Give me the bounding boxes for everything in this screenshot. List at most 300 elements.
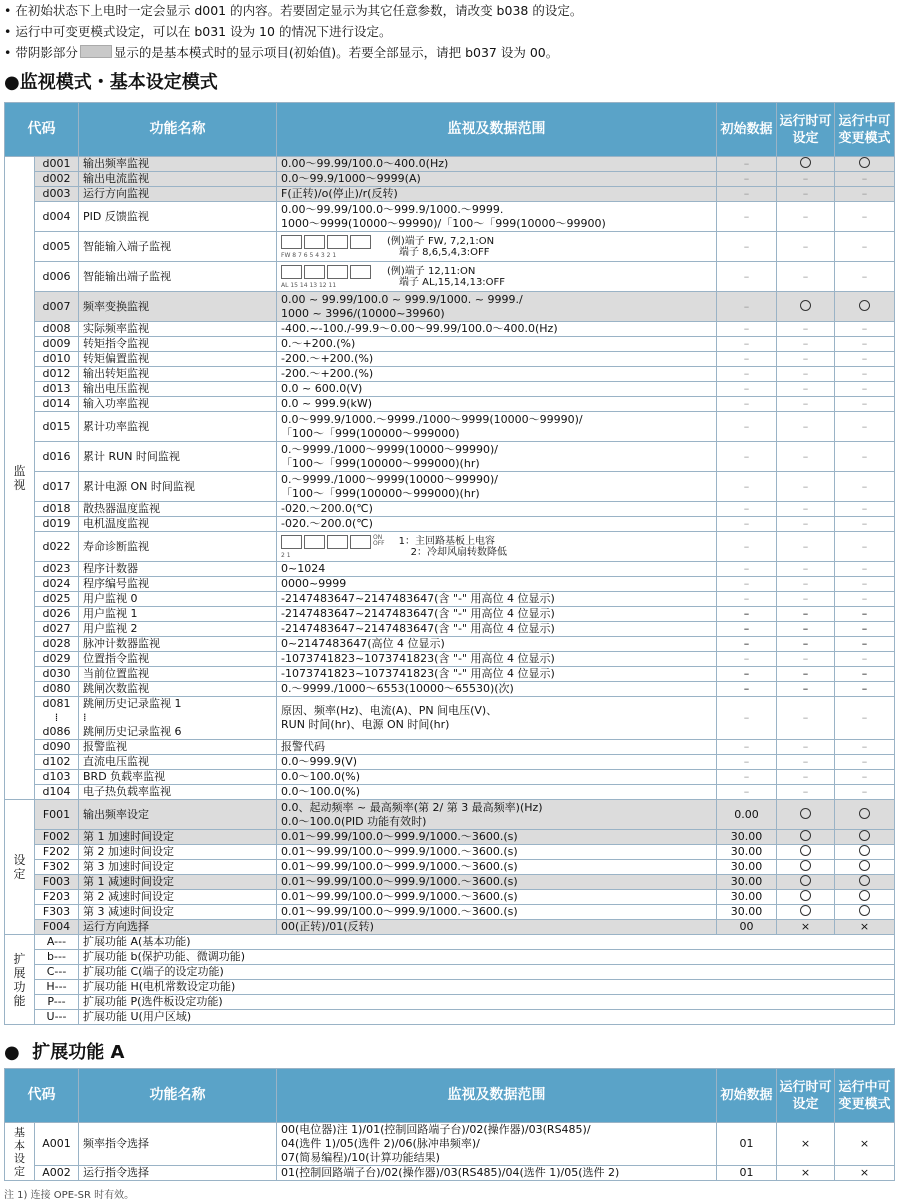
note-2: • 运行中可变更模式设定，可以在 b031 设为 10 的情况下进行设定。 [4, 24, 392, 39]
name-cell [79, 397, 277, 412]
range-line-1: 0.00 ~ 99.99/100.0 ~ 999.9/1000. ~ 9999./ [281, 292, 523, 306]
run-change-cross-mark: × [859, 1166, 870, 1179]
name-cell: 第 1 加速时间设定 [79, 830, 277, 845]
run-change-cell [835, 322, 895, 337]
name-line-1: 用户监视 1 [83, 607, 138, 620]
table-row [5, 950, 895, 965]
range-cell [277, 232, 717, 262]
name-cell: 第 2 减速时间设定 [79, 890, 277, 905]
run-change-cell [835, 785, 895, 800]
range-line-2: RUN 时间(hr)、电源 ON 时间(hr) [281, 718, 450, 731]
name-cell: 第 3 加速时间设定 [79, 860, 277, 875]
code-line-1: d016 [42, 449, 71, 463]
run-change-dash: – [861, 367, 868, 380]
init-dash: – [743, 449, 750, 463]
run-set-circle-icon [800, 808, 811, 819]
name-line-1: 频率变换监视 [83, 299, 149, 313]
range-line-1: 0~1024 [281, 562, 326, 575]
init-dash: – [743, 397, 750, 410]
range-led-digits [281, 235, 373, 259]
section-title-monitor: ●监视模式・基本设定模式 [4, 72, 218, 93]
header-run-set-a: 运行时可设定 [777, 1069, 835, 1123]
name-cell [79, 382, 277, 397]
init-cell [717, 232, 777, 262]
name-line-1: 跳闸次数监视 [83, 682, 149, 695]
run-set-circle-icon [800, 875, 811, 886]
range-line-1: -020.～200.0(℃) [281, 502, 373, 515]
init-cell: 30.00 [717, 830, 777, 845]
run-change-cell [835, 607, 895, 622]
range-cell [277, 1166, 717, 1181]
range-line-1: -1073741823~1073741823(含 "-" 用高位 4 位显示) [281, 667, 555, 680]
run-change-dash: – [861, 667, 868, 680]
range-example [399, 536, 507, 558]
range-line-1: 00(正转)/01(反转) [281, 920, 374, 933]
run-change-cell [835, 592, 895, 607]
name-cell: 频率指令选择 [79, 1123, 277, 1166]
code-line-1: d009 [42, 337, 71, 350]
run-set-cell [777, 622, 835, 637]
code-cell [35, 442, 79, 472]
example-line-2: 2：冷却风扇转数降低 [410, 546, 507, 558]
run-set-dash: – [802, 652, 809, 665]
range-cell [277, 337, 717, 352]
run-set-dash: – [802, 239, 809, 253]
code-cell: A001 [35, 1123, 79, 1166]
init-cell: 30.00 [717, 845, 777, 860]
range-cell [277, 607, 717, 622]
ext-a-body [5, 1123, 895, 1181]
code-cell: F203 [35, 890, 79, 905]
name-cell: 运行指令选择 [79, 1166, 277, 1181]
run-change-dash: – [861, 449, 868, 463]
range-line-1: 01(控制回路端子台)/02(操作器)/03(RS485)/04(选件 1)/05(选件 2) [281, 1166, 620, 1179]
init-cell [717, 652, 777, 667]
run-change-dash: – [861, 337, 868, 350]
run-set-cell [777, 352, 835, 367]
table-row [5, 965, 895, 980]
range-line-1: 0.～+200.(%) [281, 337, 356, 350]
run-change-cell [835, 157, 895, 172]
run-set-cross-mark: × [800, 920, 811, 933]
run-change-cell [835, 187, 895, 202]
run-set-cell [777, 652, 835, 667]
run-set-dash: – [802, 419, 809, 433]
code-line-1: d024 [42, 577, 71, 590]
code-cell [35, 397, 79, 412]
init-cell [717, 262, 777, 292]
run-change-dash: – [861, 479, 868, 493]
name-cell [79, 292, 277, 322]
range-cell [277, 920, 717, 935]
run-change-cell [835, 845, 895, 860]
run-change-dash: – [861, 622, 868, 635]
run-change-cross-mark: × [859, 920, 870, 933]
run-change-cell [835, 562, 895, 577]
name-cell: 扩展功能 A(基本功能) [79, 935, 895, 950]
range-line-2: 「100～「999(100000～999000) [281, 426, 460, 440]
run-change-dash: – [861, 562, 868, 575]
name-cell [79, 367, 277, 382]
code-cell: A--- [35, 935, 79, 950]
init-dash: – [743, 187, 750, 200]
code-cell: U--- [35, 1010, 79, 1025]
range-line-1: 0.0～999.9(V) [281, 755, 358, 768]
table-row [5, 980, 895, 995]
run-change-dash: – [861, 397, 868, 410]
run-change-cell [835, 502, 895, 517]
range-line-1: 0.01～99.99/100.0～999.9/1000.～3600.(s) [281, 860, 518, 873]
category-char: 监 [13, 464, 26, 478]
category-char: 本 [14, 1138, 25, 1152]
category-setting [5, 800, 35, 935]
run-change-dash: – [861, 502, 868, 515]
init-cell [717, 532, 777, 562]
range-cell [277, 592, 717, 607]
run-change-dash: – [861, 740, 868, 753]
range-line-1: 报警代码 [281, 740, 325, 753]
range-line-1: 0.～9999./1000～9999(10000～99990)/ [281, 472, 498, 486]
run-set-cell [777, 1166, 835, 1181]
run-set-cell [777, 262, 835, 292]
table-row [5, 157, 895, 172]
range-cell [277, 845, 717, 860]
run-set-dash: – [802, 755, 809, 768]
led-digit-icon [304, 235, 325, 249]
range-line-1: 0.01～99.99/100.0～999.9/1000.～3600.(s) [281, 845, 518, 858]
code-line-1: d026 [42, 607, 71, 620]
range-line-1: 0.01～99.99/100.0～999.9/1000.～3600.(s) [281, 890, 518, 903]
run-change-dash: – [861, 352, 868, 365]
code-line-1: d008 [42, 322, 71, 335]
run-set-cell [777, 187, 835, 202]
init-dash: – [743, 299, 750, 313]
name-cell [79, 592, 277, 607]
init-dash: – [743, 740, 750, 753]
init-cell [717, 322, 777, 337]
code-cell [35, 607, 79, 622]
range-line-1: 00(电位器)注 1)/01(控制回路端子台)/02(操作器)/03(RS485)/ [281, 1123, 591, 1136]
init-dash: – [743, 382, 750, 395]
run-change-dash: – [861, 755, 868, 768]
code-cell [35, 652, 79, 667]
run-change-dash: – [861, 382, 868, 395]
run-change-circle-icon [859, 875, 870, 886]
run-set-cell [777, 202, 835, 232]
code-cell: F001 [35, 800, 79, 830]
range-line-2: 0.0～100.0(PID 功能有效时) [281, 814, 427, 828]
range-line-1: 0.01～99.99/100.0～999.9/1000.～3600.(s) [281, 830, 518, 843]
range-cell [277, 667, 717, 682]
range-cell [277, 577, 717, 592]
run-change-cell [835, 472, 895, 502]
run-change-cell [835, 1166, 895, 1181]
init-dash: – [743, 682, 750, 695]
led-on-off [373, 535, 385, 547]
code-line-1: d022 [42, 539, 71, 553]
shading-swatch [80, 45, 112, 58]
init-dash: – [743, 652, 750, 665]
run-set-dash: – [802, 562, 809, 575]
run-set-cell [777, 845, 835, 860]
code-cell [35, 592, 79, 607]
range-cell [277, 697, 717, 740]
range-cell [277, 860, 717, 875]
table-row [5, 667, 895, 682]
table-row [5, 262, 895, 292]
range-line-1: 0.0、起动频率 ~ 最高频率(第 2/ 第 3 最高频率)(Hz) [281, 800, 543, 814]
name-cell: 扩展功能 H(电机常数设定功能) [79, 980, 895, 995]
name-cell [79, 577, 277, 592]
range-line-3: 07(简易编程)/10(计算功能结果) [281, 1151, 440, 1164]
run-change-circle-icon [859, 808, 870, 819]
header-run-change-a: 运行中可变更模式 [835, 1069, 895, 1123]
code-cell [35, 232, 79, 262]
run-change-cell [835, 890, 895, 905]
run-set-cell [777, 682, 835, 697]
range-cell [277, 517, 717, 532]
led-digit-icon [304, 535, 325, 549]
run-set-dash: – [802, 449, 809, 463]
init-cell [717, 755, 777, 770]
category-extended [5, 935, 35, 1025]
example-line-1: (例)端子 FW, 7,2,1:ON [387, 235, 495, 247]
category-char: 定 [14, 1164, 25, 1178]
code-line-1: d019 [42, 517, 71, 530]
range-line-2: 「100～「999(100000～999000)(hr) [281, 456, 480, 470]
run-set-circle-icon [800, 300, 811, 311]
range-cell [277, 682, 717, 697]
run-change-cell [835, 172, 895, 187]
code-cell [35, 337, 79, 352]
init-dash: – [743, 502, 750, 515]
init-cell [717, 740, 777, 755]
code-cell: F302 [35, 860, 79, 875]
init-dash: – [743, 755, 750, 768]
range-led-digits [281, 535, 385, 559]
code-line-1: d102 [42, 755, 71, 768]
range-led-display [281, 265, 505, 289]
run-set-cell [777, 397, 835, 412]
run-set-cell [777, 770, 835, 785]
code-line-1: d028 [42, 637, 71, 650]
code-cell: F004 [35, 920, 79, 935]
code-cell [35, 532, 79, 562]
name-line-1: 跳闸历史记录监视 1 [83, 697, 182, 710]
init-dash: – [743, 419, 750, 433]
range-line-2: 04(选件 1)/05(选件 2)/06(脉冲串频率)/ [281, 1137, 480, 1150]
range-cell [277, 367, 717, 382]
run-set-dash: – [802, 397, 809, 410]
code-cell [35, 292, 79, 322]
init-cell [717, 785, 777, 800]
code-cell [35, 755, 79, 770]
run-set-cell [777, 517, 835, 532]
code-line-2: ⁞ [54, 711, 59, 724]
code-cell [35, 740, 79, 755]
table-row [5, 382, 895, 397]
run-change-cell [835, 442, 895, 472]
init-cell: 30.00 [717, 890, 777, 905]
table-row [5, 755, 895, 770]
run-change-cell [835, 367, 895, 382]
code-cell: F303 [35, 905, 79, 920]
init-cell [717, 667, 777, 682]
range-line-1: -200.～+200.(%) [281, 352, 374, 365]
run-set-cell [777, 532, 835, 562]
led-digit-icon [281, 265, 302, 279]
code-cell: F202 [35, 845, 79, 860]
range-cell [277, 622, 717, 637]
init-dash: – [743, 592, 750, 605]
run-change-dash: – [861, 785, 868, 798]
run-set-dash: – [802, 539, 809, 553]
range-cell [277, 785, 717, 800]
range-line-1: 0000~9999 [281, 577, 347, 590]
code-cell [35, 785, 79, 800]
range-cell [277, 397, 717, 412]
range-line-1: 原因、频率(Hz)、电流(A)、PN 间电压(V)、 [281, 704, 498, 717]
run-change-cell [835, 622, 895, 637]
table-row [5, 562, 895, 577]
example-line-2: 端子 AL,15,14,13:OFF [399, 276, 506, 288]
run-set-dash: – [802, 322, 809, 335]
range-led-display [281, 235, 494, 259]
code-line-1: d015 [42, 419, 71, 433]
code-cell [35, 667, 79, 682]
run-set-dash: – [802, 682, 809, 695]
led-terminal-labels: FW 8 7 6 5 4 3 2 1 [281, 251, 337, 259]
range-cell [277, 830, 717, 845]
category-char: 能 [13, 993, 26, 1008]
run-change-cell [835, 697, 895, 740]
name-cell [79, 322, 277, 337]
led-digit-icon [327, 265, 348, 279]
notes [4, 0, 894, 63]
range-line-2: 「100～「999(100000～999000)(hr) [281, 486, 480, 500]
code-line-1: d003 [42, 187, 71, 200]
name-cell [79, 337, 277, 352]
range-led-boxes [281, 235, 373, 253]
code-cell [35, 502, 79, 517]
run-change-cell [835, 860, 895, 875]
code-cell [35, 352, 79, 367]
code-line-1: d080 [42, 682, 71, 695]
run-set-circle-icon [800, 860, 811, 871]
code-cell [35, 472, 79, 502]
code-line-1: d002 [42, 172, 71, 185]
table-row [5, 682, 895, 697]
monitor-basic-body [5, 157, 895, 1025]
header-range: 监视及数据范围 [277, 103, 717, 157]
code-line-1: d030 [42, 667, 71, 680]
run-change-cell [835, 262, 895, 292]
table-row [5, 875, 895, 890]
table-row [5, 232, 895, 262]
range-cell [277, 652, 717, 667]
section-title-ext-a [4, 1040, 124, 1066]
run-change-cell [835, 292, 895, 322]
code-line-1: d023 [42, 562, 71, 575]
init-cell [717, 442, 777, 472]
header-code: 代码 [5, 103, 79, 157]
run-change-cell [835, 532, 895, 562]
table-row [5, 352, 895, 367]
run-set-cell [777, 785, 835, 800]
range-cell [277, 562, 717, 577]
name-line-3: 跳闸历史记录监视 6 [83, 725, 182, 738]
run-set-cell [777, 800, 835, 830]
run-set-dash: – [802, 187, 809, 200]
category-char: 扩 [13, 951, 26, 966]
code-cell: C--- [35, 965, 79, 980]
table-row [5, 1166, 895, 1181]
run-change-cell [835, 517, 895, 532]
table-row [5, 577, 895, 592]
init-dash: – [743, 785, 750, 798]
name-cell: 扩展功能 U(用户区域) [79, 1010, 895, 1025]
init-dash: – [743, 479, 750, 493]
run-change-cell [835, 740, 895, 755]
run-change-dash: – [861, 592, 868, 605]
range-cell [277, 187, 717, 202]
name-line-1: 智能输出端子监视 [83, 269, 171, 283]
name-cell [79, 770, 277, 785]
run-change-dash: – [861, 652, 868, 665]
run-set-cell [777, 322, 835, 337]
run-change-dash: – [861, 322, 868, 335]
range-cell [277, 412, 717, 442]
header-code-a: 代码 [5, 1069, 79, 1123]
table-row [5, 172, 895, 187]
run-change-cell [835, 232, 895, 262]
range-line-1: 0.0 ~ 999.9(kW) [281, 397, 373, 410]
range-led-digits [281, 265, 373, 289]
header-name-a: 功能名称 [79, 1069, 277, 1123]
name-line-1: 寿命诊断监视 [83, 539, 149, 553]
name-cell: 第 1 减速时间设定 [79, 875, 277, 890]
init-cell [717, 157, 777, 172]
code-line-1: d001 [42, 157, 71, 170]
range-cell [277, 352, 717, 367]
run-set-circle-icon [800, 157, 811, 168]
code-line-1: d081 [42, 697, 71, 710]
run-set-cell [777, 920, 835, 935]
example-line-2: 端子 8,6,5,4,3:OFF [399, 246, 490, 258]
run-set-dash: – [802, 607, 809, 620]
table-row [5, 367, 895, 382]
run-change-cell [835, 397, 895, 412]
name-line-1: 运行方向监视 [83, 187, 149, 200]
table-row [5, 517, 895, 532]
init-cell: 01 [717, 1166, 777, 1181]
code-line-1: d007 [42, 299, 71, 313]
range-cell [277, 292, 717, 322]
init-cell [717, 682, 777, 697]
table-row [5, 845, 895, 860]
table-row [5, 920, 895, 935]
init-cell: 30.00 [717, 905, 777, 920]
name-line-1: 智能输入端子监视 [83, 239, 171, 253]
run-set-cell [777, 667, 835, 682]
header-init-a: 初始数据 [717, 1069, 777, 1123]
run-change-dash: – [861, 711, 868, 724]
name-line-1: BRD 负载率监视 [83, 770, 166, 783]
code-cell: H--- [35, 980, 79, 995]
init-dash: – [743, 622, 750, 635]
range-line-1: 0.～9999./1000～6553(10000～65530)(次) [281, 682, 514, 695]
range-line-1: 0.00～99.99/100.0～400.0(Hz) [281, 157, 449, 170]
